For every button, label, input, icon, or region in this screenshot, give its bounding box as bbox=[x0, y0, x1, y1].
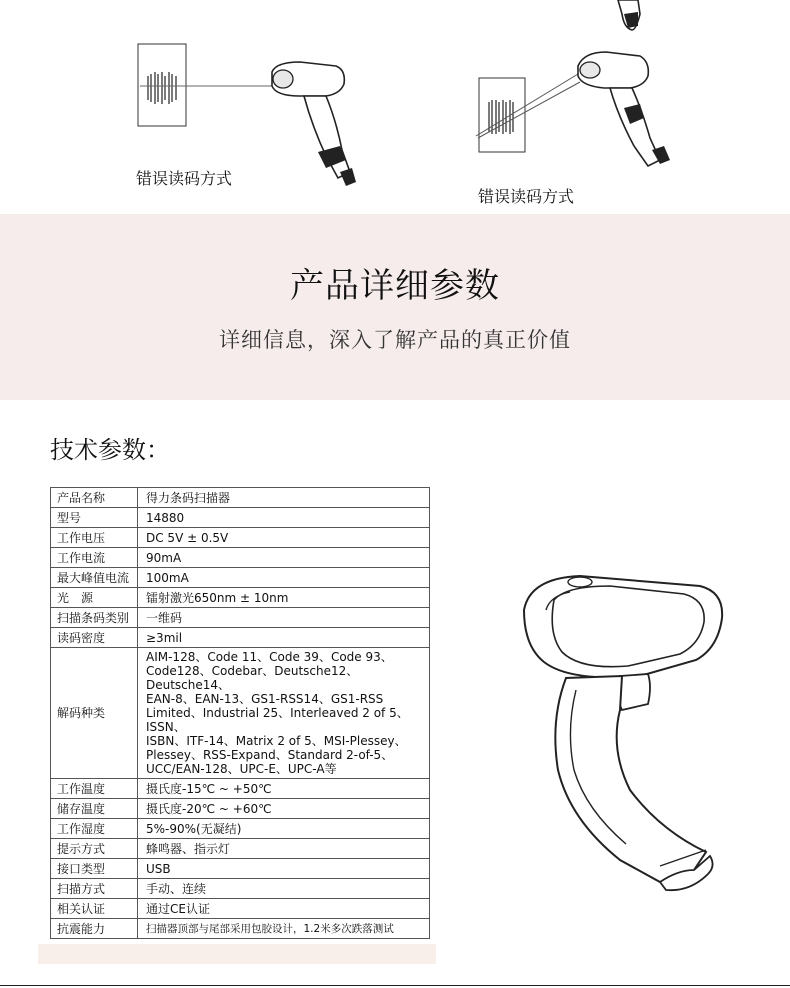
spec-key: 相关认证 bbox=[51, 899, 138, 919]
spec-key: 型号 bbox=[51, 508, 138, 528]
table-row bbox=[51, 628, 430, 648]
table-row bbox=[51, 568, 430, 588]
left-scanner-illustration bbox=[0, 0, 790, 214]
spec-key: 光 源 bbox=[51, 588, 138, 608]
spec-value: USB bbox=[138, 859, 430, 879]
spec-value: 5%-90%(无凝结) bbox=[138, 819, 430, 839]
scanner-product-drawing bbox=[510, 570, 760, 900]
table-row bbox=[51, 548, 430, 568]
right-caption: 错误读码方式 bbox=[478, 187, 575, 206]
spec-key: 解码种类 bbox=[51, 648, 138, 779]
spec-key: 工作温度 bbox=[51, 779, 138, 799]
spec-value: 90mA bbox=[138, 548, 430, 568]
spec-value: ≥3mil bbox=[138, 628, 430, 648]
spec-value: DC 5V ± 0.5V bbox=[138, 528, 430, 548]
spec-table bbox=[50, 487, 430, 939]
table-row bbox=[51, 508, 430, 528]
spec-key: 扫描条码类别 bbox=[51, 608, 138, 628]
decode-line: EAN-8、EAN-13、GS1-RSS14、GS1-RSS bbox=[146, 692, 384, 706]
wrong-reading-illustration bbox=[0, 0, 790, 214]
spec-value: 蜂鸣器、指示灯 bbox=[138, 839, 430, 859]
table-row bbox=[51, 799, 430, 819]
decode-line: UCC/EAN-128、UPC-E、UPC-A等 bbox=[146, 762, 337, 776]
footer-strip bbox=[38, 944, 436, 964]
table-row bbox=[51, 648, 430, 779]
spec-key: 提示方式 bbox=[51, 839, 138, 859]
decode-line: ISBN、ITF-14、Matrix 2 of 5、MSI-Plessey、 bbox=[146, 734, 407, 748]
spec-key: 工作湿度 bbox=[51, 819, 138, 839]
spec-key: 读码密度 bbox=[51, 628, 138, 648]
left-caption: 错误读码方式 bbox=[136, 169, 233, 188]
spec-value: 通过CE认证 bbox=[138, 899, 430, 919]
spec-value: 14880 bbox=[138, 508, 430, 528]
banner-title: 产品详细参数 bbox=[290, 266, 500, 306]
table-row bbox=[51, 488, 430, 508]
table-row bbox=[51, 608, 430, 628]
decode-line: Plessey、RSS-Expand、Standard 2-of-5、 bbox=[146, 748, 394, 762]
parameters-banner bbox=[0, 214, 790, 400]
bottom-divider bbox=[0, 985, 790, 986]
table-row bbox=[51, 879, 430, 899]
table-row bbox=[51, 899, 430, 919]
spec-value: 100mA bbox=[138, 568, 430, 588]
decode-line: AIM-128、Code 11、Code 39、Code 93、 bbox=[146, 650, 393, 664]
spec-key: 扫描方式 bbox=[51, 879, 138, 899]
decode-line: Code128、Codebar、Deutsche12、Deutsche14、 bbox=[146, 664, 359, 692]
spec-key: 抗震能力 bbox=[51, 919, 138, 939]
table-row bbox=[51, 859, 430, 879]
decode-types-cell bbox=[138, 648, 430, 779]
spec-key: 产品名称 bbox=[51, 488, 138, 508]
spec-key: 接口类型 bbox=[51, 859, 138, 879]
spec-key: 工作电流 bbox=[51, 548, 138, 568]
spec-key: 储存温度 bbox=[51, 799, 138, 819]
spec-value: 扫描器顶部与尾部采用包胶设计，1.2米多次跌落测试 bbox=[138, 919, 430, 939]
spec-key: 工作电压 bbox=[51, 528, 138, 548]
table-row bbox=[51, 839, 430, 859]
spec-value: 摄氏度-15℃ ~ +50℃ bbox=[138, 779, 430, 799]
table-row bbox=[51, 779, 430, 799]
table-row bbox=[51, 528, 430, 548]
table-row bbox=[51, 819, 430, 839]
spec-value: 摄氏度-20℃ ~ +60℃ bbox=[138, 799, 430, 819]
tech-params-title: 技术参数： bbox=[50, 436, 170, 464]
decode-line: Limited、Industrial 25、Interleaved 2 of 5、ISSN、 bbox=[146, 706, 409, 734]
spec-value: 手动、连续 bbox=[138, 879, 430, 899]
table-row bbox=[51, 588, 430, 608]
spec-value: 得力条码扫描器 bbox=[138, 488, 430, 508]
table-row bbox=[51, 919, 430, 939]
spec-key: 最大峰值电流 bbox=[51, 568, 138, 588]
banner-subtitle: 详细信息，深入了解产品的真正价值 bbox=[219, 328, 571, 352]
spec-value: 一维码 bbox=[138, 608, 430, 628]
spec-value: 镭射激光650nm ± 10nm bbox=[138, 588, 430, 608]
